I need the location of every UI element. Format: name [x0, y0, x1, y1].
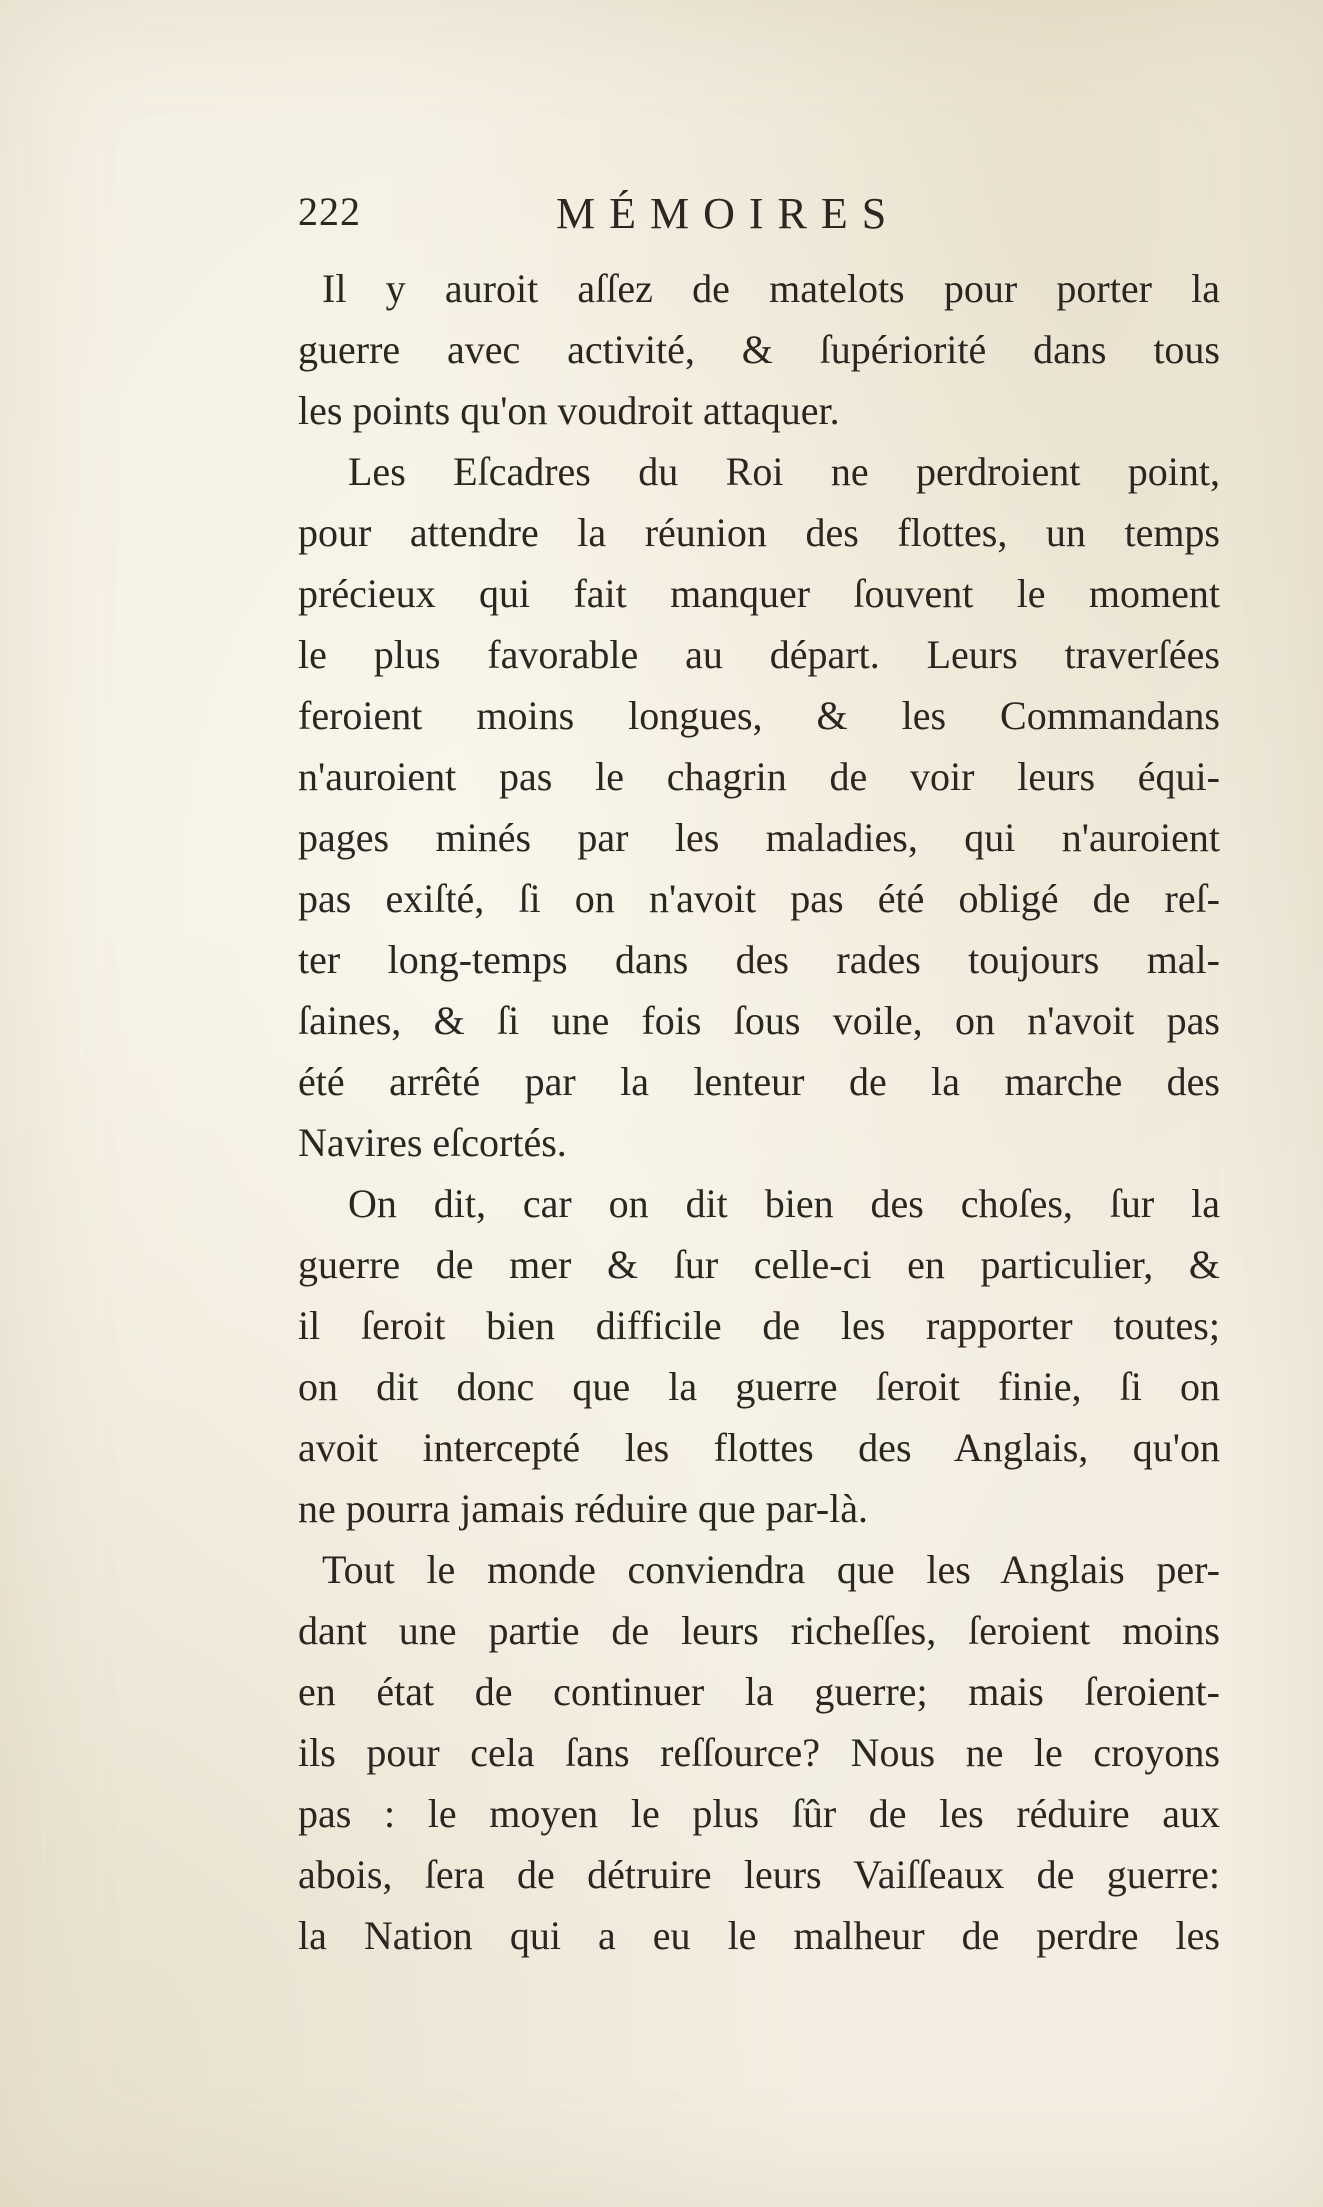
- text-line: On dit, car on dit bien des choſes, ſur la: [348, 1181, 1220, 1226]
- text-line: Navires eſcortés.: [298, 1120, 567, 1165]
- text-line: pas : le moyen le plus ſûr de les réduire aux: [298, 1791, 1220, 1836]
- text-line: abois, ſera de détruire leurs Vaiſſeaux de guerre:: [298, 1852, 1220, 1897]
- text-line: ne pourra jamais réduire que par-là.: [298, 1486, 869, 1531]
- page-number: 222: [298, 189, 361, 234]
- text-line: ter long-temps dans des rades toujours mal-: [298, 937, 1220, 982]
- text-line: il ſeroit bien difficile de les rapporter toutes;: [298, 1303, 1220, 1348]
- text-line: n'auroient pas le chagrin de voir leurs équi-: [298, 754, 1220, 799]
- text-line: en état de continuer la guerre; mais ſeroient-: [298, 1669, 1220, 1714]
- text-line: avoit intercepté les flottes des Anglais, qu'on: [298, 1425, 1220, 1470]
- text-line: guerre avec activité, & ſupériorité dans tous: [298, 327, 1220, 372]
- text-line: pas exiſté, ſi on n'avoit pas été obligé de reſ-: [298, 876, 1220, 921]
- text-line: pages minés par les maladies, qui n'auroient: [298, 815, 1220, 860]
- text-line: on dit donc que la guerre ſeroit finie, ſi on: [298, 1364, 1220, 1409]
- text-line: dant une partie de leurs richeſſes, ſeroient moins: [298, 1608, 1220, 1653]
- running-head: MÉMOIRES: [556, 189, 901, 238]
- page-header: [298, 188, 1220, 248]
- text-line: Tout le monde conviendra que les Anglais per-: [322, 1547, 1220, 1592]
- text-line: le plus favorable au départ. Leurs traverſées: [298, 632, 1220, 677]
- body-text: [298, 258, 1220, 1966]
- text-line: guerre de mer & ſur celle-ci en particulier, &: [298, 1242, 1220, 1287]
- text-line: Il y auroit aſſez de matelots pour porter la: [322, 266, 1220, 311]
- text-line: ils pour cela ſans reſſource? Nous ne le croyons: [298, 1730, 1220, 1775]
- text-line: la Nation qui a eu le malheur de perdre les: [298, 1913, 1220, 1958]
- text-line: les points qu'on voudroit attaquer.: [298, 388, 840, 433]
- text-line: feroient moins longues, & les Commandans: [298, 693, 1220, 738]
- text-line: pour attendre la réunion des flottes, un temps: [298, 510, 1220, 555]
- text-line: ſaines, & ſi une fois ſous voile, on n'avoit pas: [298, 998, 1220, 1043]
- text-line: Les Eſcadres du Roi ne perdroient point,: [348, 449, 1220, 494]
- text-line: précieux qui fait manquer ſouvent le moment: [298, 571, 1220, 616]
- text-line: été arrêté par la lenteur de la marche des: [298, 1059, 1220, 1104]
